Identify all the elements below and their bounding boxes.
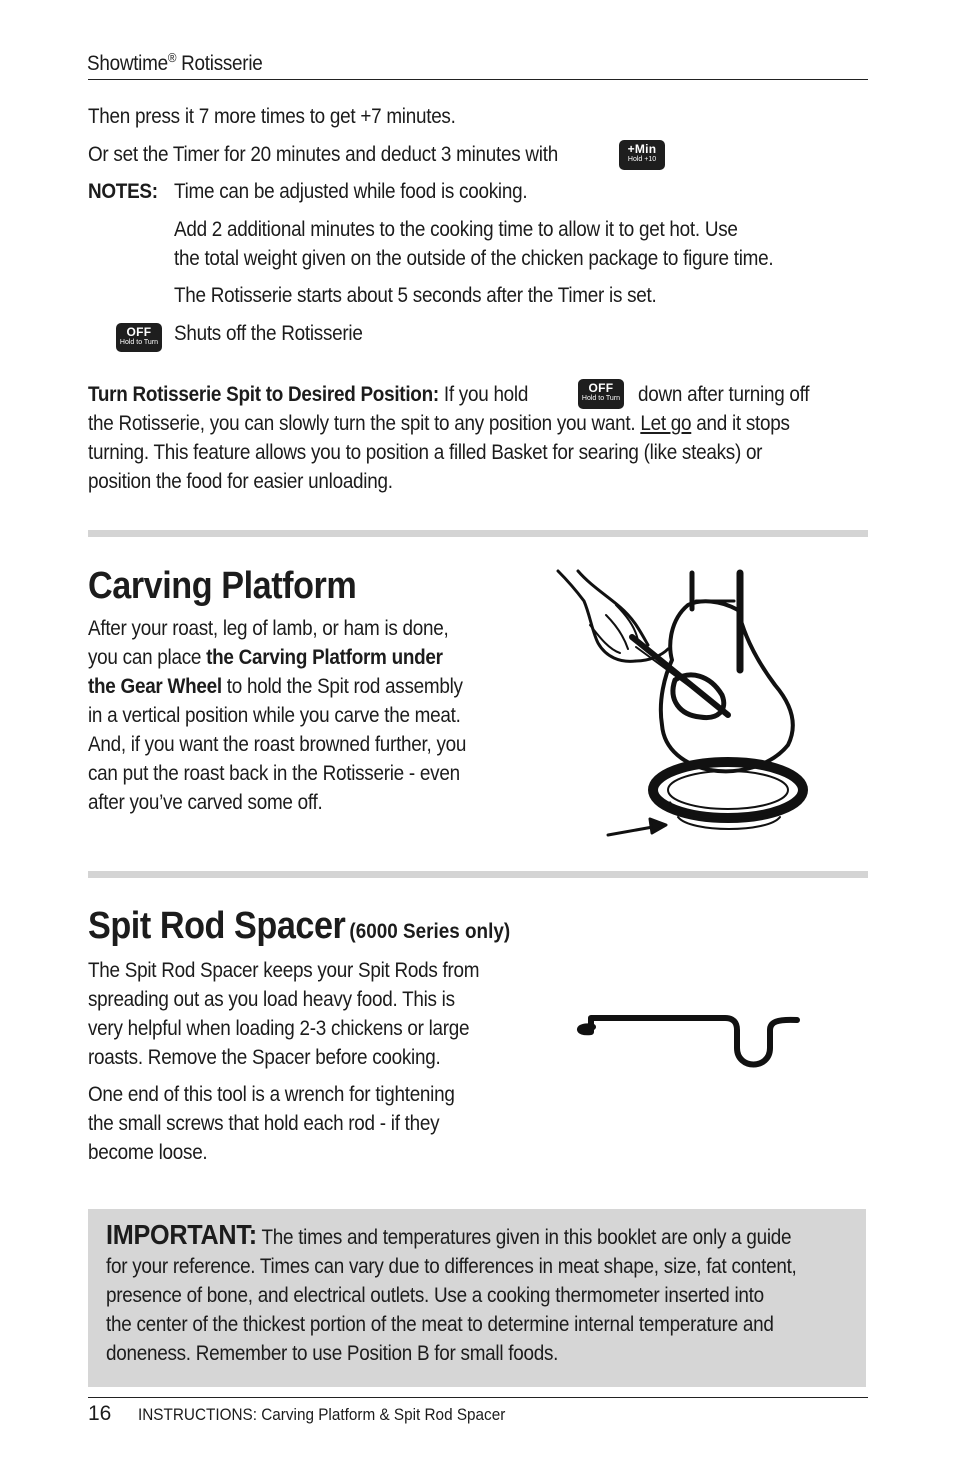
turn-spit-line-3: turning. This feature allows you to position a filled Basket for searing (like steaks) or bbox=[88, 441, 763, 464]
plus-min-key-icon: +Min Hold +10 bbox=[619, 140, 665, 170]
spit-rod-spacer-heading bbox=[88, 905, 510, 948]
spit-rod-spacer-illustration bbox=[565, 1000, 815, 1080]
turn-spit-line-4: position the food for easier unloading. bbox=[88, 470, 393, 493]
timer-line-1: Then press it 7 more times to get +7 minutes. bbox=[88, 105, 456, 128]
note-1: Time can be adjusted while food is cooking. bbox=[174, 180, 528, 203]
turn-spit-line-1: Turn Rotisserie Spit to Desired Position: If you hold bbox=[88, 383, 529, 406]
turn-spit-line-1-end: down after turning off bbox=[638, 383, 810, 406]
section-divider-2 bbox=[88, 871, 868, 878]
page-number: 16 bbox=[88, 1402, 112, 1425]
carving-platform-paragraph: After your roast, leg of lamb, or ham is done, you can place the Carving Platform under the Gear Wheel to hold the Spit rod assembly in a vertical position while you carve the meat. And, if you want the roast browned further, you can put the roast back in the Rotisserie - even after you’ve carved some off. bbox=[88, 617, 467, 814]
important-label: IMPORTANT: bbox=[106, 1219, 257, 1250]
turn-spit-line-2: the Rotisserie, you can slowly turn the spit to any position you want. Let go and it stops bbox=[88, 412, 790, 435]
footer-rule bbox=[88, 1397, 868, 1398]
timer-line-2: Or set the Timer for 20 minutes and deduct 3 minutes with bbox=[88, 143, 558, 166]
off-key-description: Shuts off the Rotisserie bbox=[174, 322, 363, 345]
spit-rod-spacer-title: Spit Rod Spacer bbox=[88, 905, 346, 947]
carving-platform-illustration bbox=[550, 565, 820, 845]
off-key-inline-icon: OFF Hold to Turn bbox=[578, 379, 624, 409]
let-go-emphasis: Let go bbox=[640, 412, 692, 435]
page-header-title: Showtime® Rotisserie bbox=[87, 50, 263, 75]
note-2-line-1: Add 2 additional minutes to the cooking time to allow it to get hot. Use bbox=[174, 218, 738, 241]
turn-spit-heading: Turn Rotisserie Spit to Desired Position: bbox=[88, 383, 439, 406]
spit-rod-spacer-paragraph-1: The Spit Rod Spacer keeps your Spit Rods from spreading out as you load heavy food. This is very helpful when loading 2-3 chickens or large roasts. Remove the Spacer before cooking. bbox=[88, 959, 480, 1069]
note-3: The Rotisserie starts about 5 seconds after the Timer is set. bbox=[174, 284, 657, 307]
off-key-icon: OFF Hold to Turn bbox=[116, 323, 162, 352]
important-text: IMPORTANT: The times and temperatures given in this booklet are only a guide for your reference. Times can vary due to differences in meat shape, size, fat content, presence of bone, and electrical outlets. Use a cooking thermometer inserted into the center of the thickest portion of the meat to determine internal temperature and doneness. Remember to use Position B for small foods. bbox=[106, 1219, 797, 1365]
spit-rod-spacer-paragraph-2: One end of this tool is a wrench for tightening the small screws that hold each rod - if they become loose. bbox=[88, 1083, 455, 1164]
section-divider bbox=[88, 530, 868, 537]
header-rule bbox=[88, 79, 868, 80]
footer-section-title: INSTRUCTIONS: Carving Platform & Spit Rod Spacer bbox=[138, 1405, 506, 1424]
carving-platform-title: Carving Platform bbox=[88, 565, 357, 607]
spit-rod-spacer-subtitle: (6000 Series only) bbox=[349, 920, 511, 943]
note-2-line-2: the total weight given on the outside of the chicken package to figure time. bbox=[174, 247, 774, 270]
notes-label: NOTES: bbox=[88, 180, 158, 203]
